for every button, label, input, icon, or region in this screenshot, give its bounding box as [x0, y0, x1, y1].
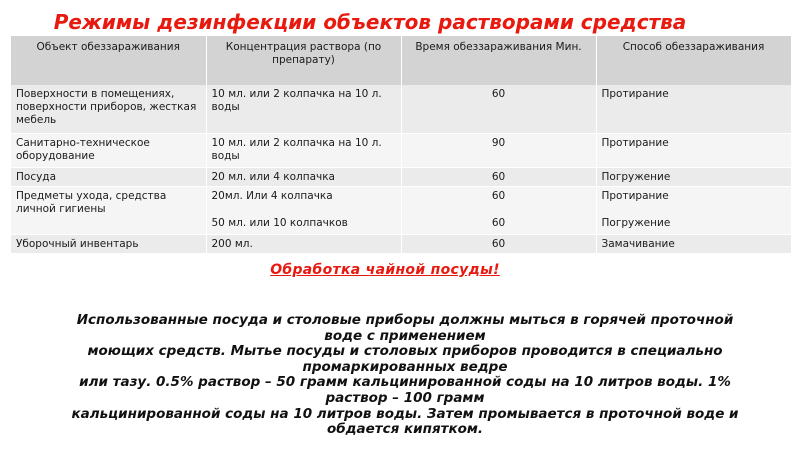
- cell-time-line2: 60: [491, 216, 506, 229]
- cell-time-line1: 60: [491, 189, 506, 202]
- cell-method-line1: Протирание: [601, 189, 669, 202]
- cell-object: Посуда: [11, 167, 206, 186]
- table-row: [11, 167, 791, 186]
- cell-concentration-line2: 50 мл. или 10 колпачков: [211, 216, 348, 229]
- header-time: Время обеззараживания Мин.: [401, 36, 596, 85]
- instructions-text: [20, 313, 790, 438]
- cell-method: Протирание: [596, 133, 791, 167]
- table-row: [11, 234, 791, 253]
- cell-method: Замачивание: [596, 234, 791, 253]
- header-object: Объект обеззараживания: [11, 36, 206, 85]
- cell-concentration: 10 мл. или 2 колпачка на 10 л. воды: [206, 133, 401, 167]
- cell-time: 60: [401, 85, 596, 133]
- cell-time: 90: [401, 133, 596, 167]
- cell-method: [596, 186, 791, 234]
- table-header-row: [11, 36, 791, 85]
- instructions-line: промаркированных ведре: [302, 358, 508, 375]
- header-method: Способ обеззараживания: [596, 36, 791, 85]
- cell-method: Погружение: [596, 167, 791, 186]
- cell-method-line2: Погружение: [601, 216, 671, 229]
- instructions-line: Использованные посуда и столовые приборы должны мыться в горячей проточной: [76, 312, 734, 328]
- page-title: Режимы дезинфекции объектов растворами средства: [53, 10, 687, 34]
- disinfection-table: [11, 36, 792, 254]
- instructions-line: или тазу. 0.5% раствор – 50 грамм кальцинированной соды на 10 литров воды. 1%: [79, 374, 731, 391]
- table-row: [11, 85, 791, 133]
- instructions-line: кальцинированной соды на 10 литров воды. Затем промывается в проточной воде и: [71, 405, 739, 422]
- table-row: [11, 133, 791, 167]
- cell-method: Протирание: [596, 85, 791, 133]
- cell-time: 60: [401, 167, 596, 186]
- instructions-line: моющих средств. Мытье посуды и столовых приборов проводится в специально: [87, 343, 723, 360]
- table-row: [11, 186, 791, 234]
- cell-time: 60: [401, 234, 596, 253]
- header-concentration: Концентрация раствора (по препарату): [206, 36, 401, 85]
- cell-concentration: 10 мл. или 2 колпачка на 10 л. воды: [206, 85, 401, 133]
- cell-object: Предметы ухода, средства личной гигиены: [11, 186, 206, 234]
- cell-concentration: [206, 186, 401, 234]
- cell-object: Уборочный инвентарь: [11, 234, 206, 253]
- instructions-line: обдается кипятком.: [326, 421, 484, 438]
- cell-time: [401, 186, 596, 234]
- cell-concentration: 20 мл. или 4 колпачка: [206, 167, 401, 186]
- section-subtitle: Обработка чайной посуды!: [270, 262, 500, 278]
- cell-concentration-line1: 20мл. Или 4 колпачка: [211, 189, 333, 202]
- cell-object: Санитарно-техническое оборудование: [11, 133, 206, 167]
- instructions-line: раствор – 100 грамм: [325, 389, 485, 406]
- instructions-line: воде с применением: [324, 327, 486, 344]
- cell-object: Поверхности в помещениях, поверхности приборов, жесткая мебель: [11, 85, 206, 133]
- cell-concentration: 200 мл.: [206, 234, 401, 253]
